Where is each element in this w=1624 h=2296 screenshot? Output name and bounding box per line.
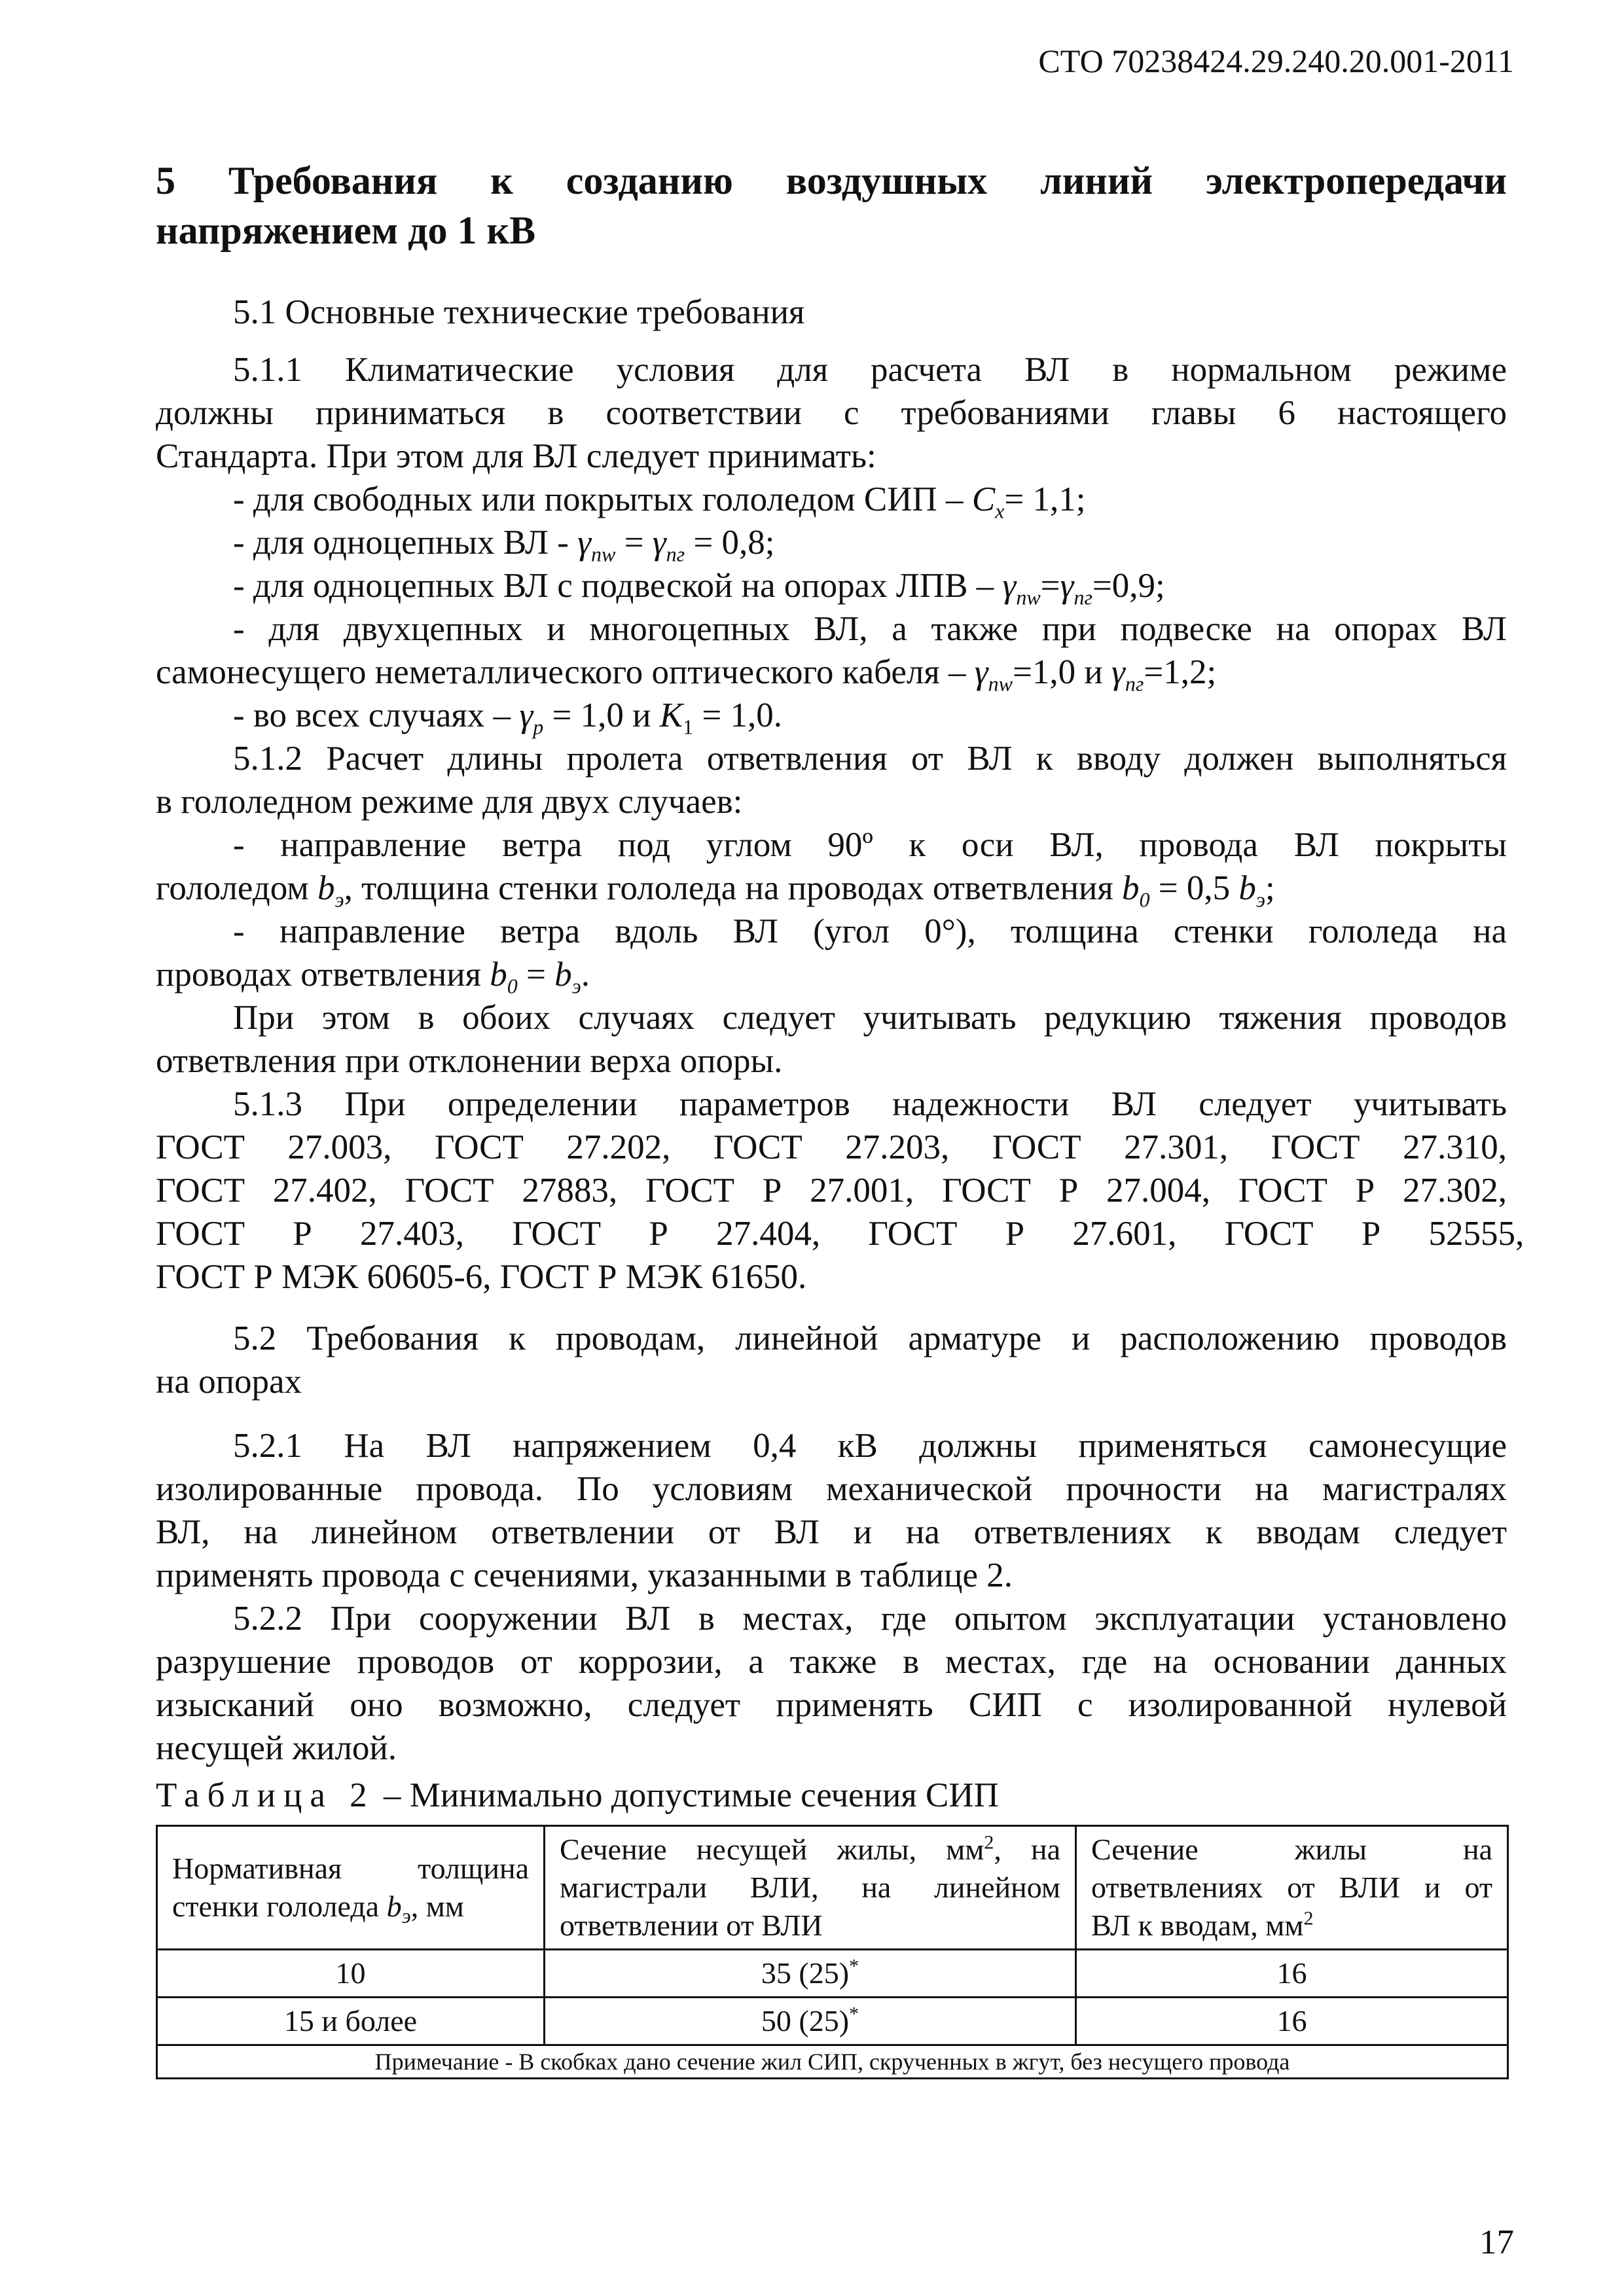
bullet-single-circuit: - для одноцепных ВЛ - $\gamma_{nw} = \gamma_{nг} = 0,8$; xyxy=(233,524,775,566)
p512-line3: - направление ветра под углом 90º к оси ВЛ, провода ВЛ покрыты xyxy=(233,826,1507,864)
p511-line3: Стандарта. При этом для ВЛ следует принимать: xyxy=(156,437,876,475)
p513-line3: ГОСТ 27.402, ГОСТ 27883, ГОСТ Р 27.001, ГОСТ Р 27.004, ГОСТ Р 27.302, xyxy=(156,1172,1507,1210)
cell-ice: 15 и более xyxy=(157,1998,545,2045)
p522-line1: 5.2.2 При сооружении ВЛ в местах, где опытом эксплуатации установлено xyxy=(233,1600,1507,1638)
p521-line4: применять провода с сечениями, указанными в таблице 2. xyxy=(156,1556,1013,1594)
p512-line2: в гололедном режиме для двух случаев: xyxy=(156,783,743,821)
p512-line6: проводах ответвления $b_0 = b_э$. xyxy=(156,956,590,998)
header-branch-section: Сечение жилы на ответвлениях от ВЛИ и от ВЛ к вводам, $мм^2$ xyxy=(1076,1826,1508,1950)
p522-line2: разрушение проводов от коррозии, а также в местах, где на основании данных xyxy=(156,1643,1507,1681)
p521-line1: 5.2.1 На ВЛ напряжением 0,4 кВ должны применяться самонесущие xyxy=(233,1427,1507,1465)
bullet-double-circuit-line2: самонесущего неметаллического оптического кабеля – $\gamma_{nw}=1,0$ и $\gamma_{nг}=1,2$; xyxy=(156,653,1217,696)
header-ice-thickness: Нормативная толщина стенки гололеда $b_э$, мм xyxy=(157,1826,545,1950)
p513-line5: ГОСТ Р МЭК 60605-6, ГОСТ Р МЭК 61650. xyxy=(156,1258,807,1296)
p512-line1: 5.1.2 Расчет длины пролета ответвления от ВЛ к вводу должен выполняться xyxy=(233,740,1507,778)
p522-line3: изысканий оно возможно, следует применять СИП с изолированной нулевой xyxy=(156,1686,1507,1724)
bullet-lpv: - для одноцепных ВЛ с подвеской на опорах ЛПВ – $\gamma_{nw}=\gamma_{nг}=0,9$; xyxy=(233,567,1165,609)
table-caption: Таблица 2 – Минимально допустимые сечения СИП xyxy=(156,1776,999,1814)
section-title-line1: 5 Требования к созданию воздушных линий электропередачи xyxy=(156,159,1507,202)
section-title-line2: напряжением до 1 кВ xyxy=(156,209,536,252)
table-header-row xyxy=(157,1826,1508,1950)
cell-ice: 10 xyxy=(157,1950,545,1998)
bullet-all-cases: - во всех случаях – $\gamma_p = 1,0$ и $K_1 = 1,0$. xyxy=(233,696,782,739)
p512-line5: - направление ветра вдоль ВЛ (угол 0°), толщина стенки гололеда на xyxy=(233,912,1507,950)
p512-line8: ответвления при отклонении верха опоры. xyxy=(156,1042,783,1080)
p513-line1: 5.1.3 При определении параметров надежности ВЛ следует учитывать xyxy=(233,1085,1507,1123)
cell-branch: 16 xyxy=(1076,1998,1508,2045)
page-number: 17 xyxy=(1479,2223,1514,2261)
table-note-row xyxy=(157,2045,1508,2079)
subsection-5-1-heading: 5.1 Основные технические требования xyxy=(233,293,805,331)
subsection-5-2-heading-line2: на опорах xyxy=(156,1363,302,1401)
cell-main: 35 (25)* xyxy=(545,1950,1076,1998)
p522-line4: несущей жилой. xyxy=(156,1729,397,1767)
p512-line7: При этом в обоих случаях следует учитывать редукцию тяжения проводов xyxy=(233,999,1507,1037)
cell-branch: 16 xyxy=(1076,1950,1508,1998)
p513-line2: ГОСТ 27.003, ГОСТ 27.202, ГОСТ 27.203, ГОСТ 27.301, ГОСТ 27.310, xyxy=(156,1128,1507,1166)
p511-line1: 5.1.1 Климатические условия для расчета ВЛ в нормальном режиме xyxy=(233,351,1507,389)
bullet-cx: - для свободных или покрытых гололедом СИП – $C_x= 1,1$; xyxy=(233,480,1086,523)
p521-line3: ВЛ, на линейном ответвлении от ВЛ и на ответвлениях к вводам следует xyxy=(156,1513,1507,1551)
bullet-double-circuit-line1: - для двухцепных и многоцепных ВЛ, а также при подвеске на опорах ВЛ xyxy=(233,610,1507,648)
document-code: СТО 70238424.29.240.20.001-2011 xyxy=(1038,43,1514,79)
p512-line4: гололедом $b_э$, толщина стенки гололеда на проводах ответвления $b_0 = 0,5$ $b_э$; xyxy=(156,869,1275,912)
p513-line4: ГОСТ Р 27.403, ГОСТ Р 27.404, ГОСТ Р 27.601, ГОСТ Р 52555, xyxy=(156,1215,1525,1253)
p511-line2: должны приниматься в соответствии с требованиями главы 6 настоящего xyxy=(156,394,1507,432)
subsection-5-2-heading-line1: 5.2 Требования к проводам, линейной арматуре и расположению проводов xyxy=(233,1319,1507,1357)
table-row xyxy=(157,1950,1508,1998)
p521-line2: изолированные провода. По условиям механической прочности на магистралях xyxy=(156,1470,1507,1508)
cell-main: 50 (25)* xyxy=(545,1998,1076,2045)
table-row xyxy=(157,1998,1508,2045)
table-2 xyxy=(156,1825,1509,2079)
header-main-section: Сечение несущей жилы, $мм^2$, на магистрали ВЛИ, на линейном ответвлении от ВЛИ xyxy=(545,1826,1076,1950)
table-note: Примечание - В скобках дано сечение жил СИП, скрученных в жгут, без несущего провода xyxy=(157,2045,1508,2079)
